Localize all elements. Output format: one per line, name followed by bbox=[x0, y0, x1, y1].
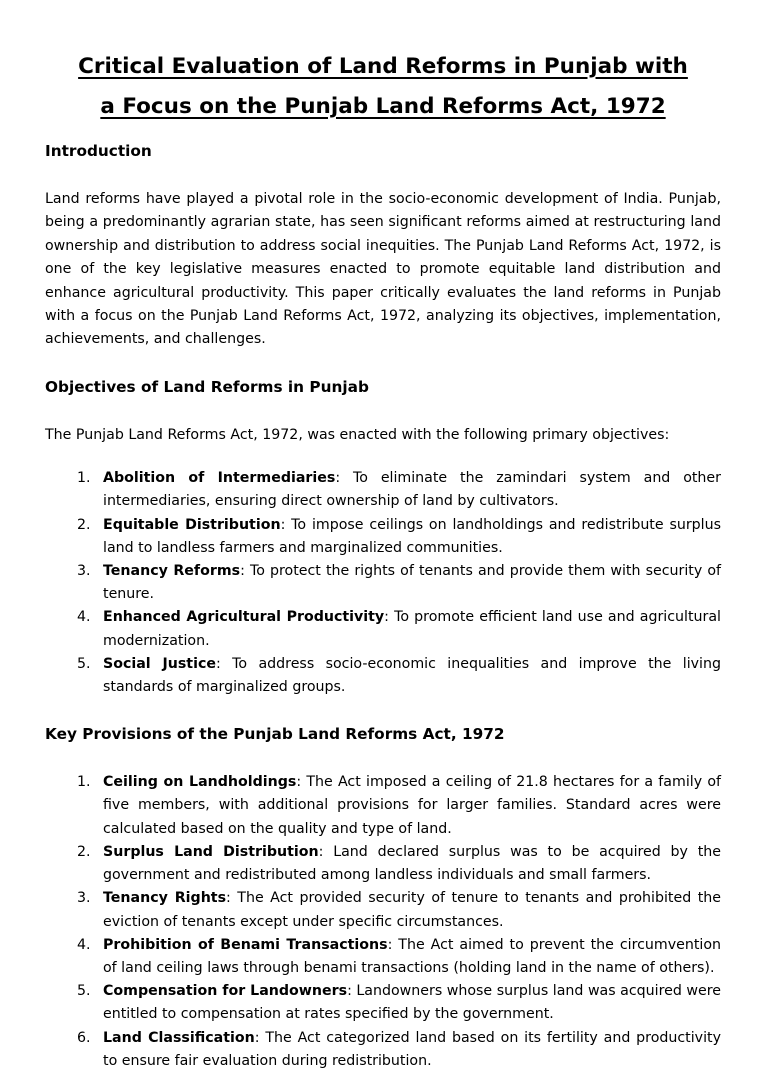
spacer bbox=[45, 397, 721, 424]
spacer bbox=[45, 699, 721, 724]
spacer bbox=[45, 161, 721, 188]
list-item-text: : To address socio-economic inequalities and improve the living standards of marginalized groups. bbox=[103, 655, 721, 696]
list-item bbox=[95, 980, 721, 1026]
list-item-text: : The Act categorized land based on its fertility and productivity to ensure fair evaluation during redistribution. bbox=[103, 1029, 721, 1069]
list-item-term: Surplus Land Distribution bbox=[103, 843, 319, 860]
list-item-term: Equitable Distribution bbox=[103, 516, 281, 533]
list-item-text: : The Act imposed a ceiling of 21.8 hectares for a family of five members, with additional provisions for larger families. Standard acres were calculated based on the quality and type of land. bbox=[103, 774, 722, 837]
key-provisions-list bbox=[45, 771, 721, 1073]
list-item bbox=[95, 467, 721, 513]
objectives-list bbox=[45, 467, 721, 699]
list-item-text: : Landowners whose surplus land was acquired were entitled to compensation at rates specified by the government. bbox=[103, 983, 721, 1023]
list-item-text: : The Act aimed to prevent the circumvention of land ceiling laws through benami transactions (holding land in the name of others). bbox=[103, 936, 722, 976]
list-item-text: : To impose ceilings on landholdings and redistribute surplus land to landless farmers and marginalized communities. bbox=[103, 516, 721, 556]
page-title-line-2: a Focus on the Punjab Land Reforms Act, 1972 bbox=[100, 94, 666, 119]
list-item bbox=[95, 514, 721, 560]
page-title bbox=[45, 47, 721, 127]
list-item-term: Tenancy Reforms bbox=[103, 563, 241, 580]
list-item bbox=[95, 1027, 721, 1073]
list-item bbox=[95, 841, 721, 887]
list-item-term: Land Classification bbox=[103, 1029, 255, 1046]
list-item-text: : Land declared surplus was to be acquired by the government and redistributed among landless individuals and small farmers. bbox=[103, 843, 721, 884]
heading-key-provisions: Key Provisions of the Punjab Land Reforms Act, 1972 bbox=[45, 725, 505, 744]
paragraph-objectives-intro: The Punjab Land Reforms Act, 1972, was enacted with the following primary objectives: bbox=[45, 426, 670, 443]
list-item-text: : To protect the rights of tenants and provide them with security of tenure. bbox=[103, 563, 721, 603]
list-item-term: Enhanced Agricultural Productivity bbox=[103, 609, 385, 626]
list-item-term: Ceiling on Landholdings bbox=[103, 774, 297, 791]
spacer bbox=[45, 744, 721, 771]
list-item bbox=[95, 560, 721, 606]
paragraph-introduction: Land reforms have played a pivotal role in the socio-economic development of India. Punjab, being a predominantly agrarian state, has seen significant reforms aimed at restructuring land ownership and distribution to address social inequities. The Punjab Land Reforms Act, 1972, is one of the key legislative measures enacted to promote equitable land distribution and enhance agricultural productivity. This paper critically evaluates the land reforms in Punjab with a focus on the Punjab Land Reforms Act, 1972, analyzing its objectives, implementation, achievements, and challenges. bbox=[45, 191, 721, 348]
heading-introduction: Introduction bbox=[45, 142, 152, 160]
list-item-text: : To eliminate the zamindari system and other intermediaries, ensuring direct ownership of land by cultivators. bbox=[103, 470, 721, 510]
list-item bbox=[95, 653, 721, 699]
list-item bbox=[95, 934, 721, 980]
list-item-term: Compensation for Landowners bbox=[103, 983, 348, 1000]
list-item bbox=[95, 771, 721, 841]
list-item bbox=[95, 887, 721, 933]
spacer bbox=[45, 447, 721, 467]
list-item-term: Social Justice bbox=[103, 655, 216, 672]
list-item-term: Prohibition of Benami Transactions bbox=[103, 936, 388, 953]
list-item-term: Tenancy Rights bbox=[103, 890, 227, 907]
page-title-line-1: Critical Evaluation of Land Reforms in Punjab with bbox=[78, 54, 688, 79]
list-item-text: : To promote efficient land use and agricultural modernization. bbox=[103, 609, 721, 649]
list-item-text: : The Act provided security of tenure to tenants and prohibited the eviction of tenants except under specific circumstances. bbox=[103, 890, 721, 930]
list-item bbox=[95, 606, 721, 652]
heading-objectives: Objectives of Land Reforms in Punjab bbox=[45, 377, 369, 396]
spacer bbox=[45, 352, 721, 377]
list-item-term: Abolition of Intermediaries bbox=[103, 470, 336, 487]
